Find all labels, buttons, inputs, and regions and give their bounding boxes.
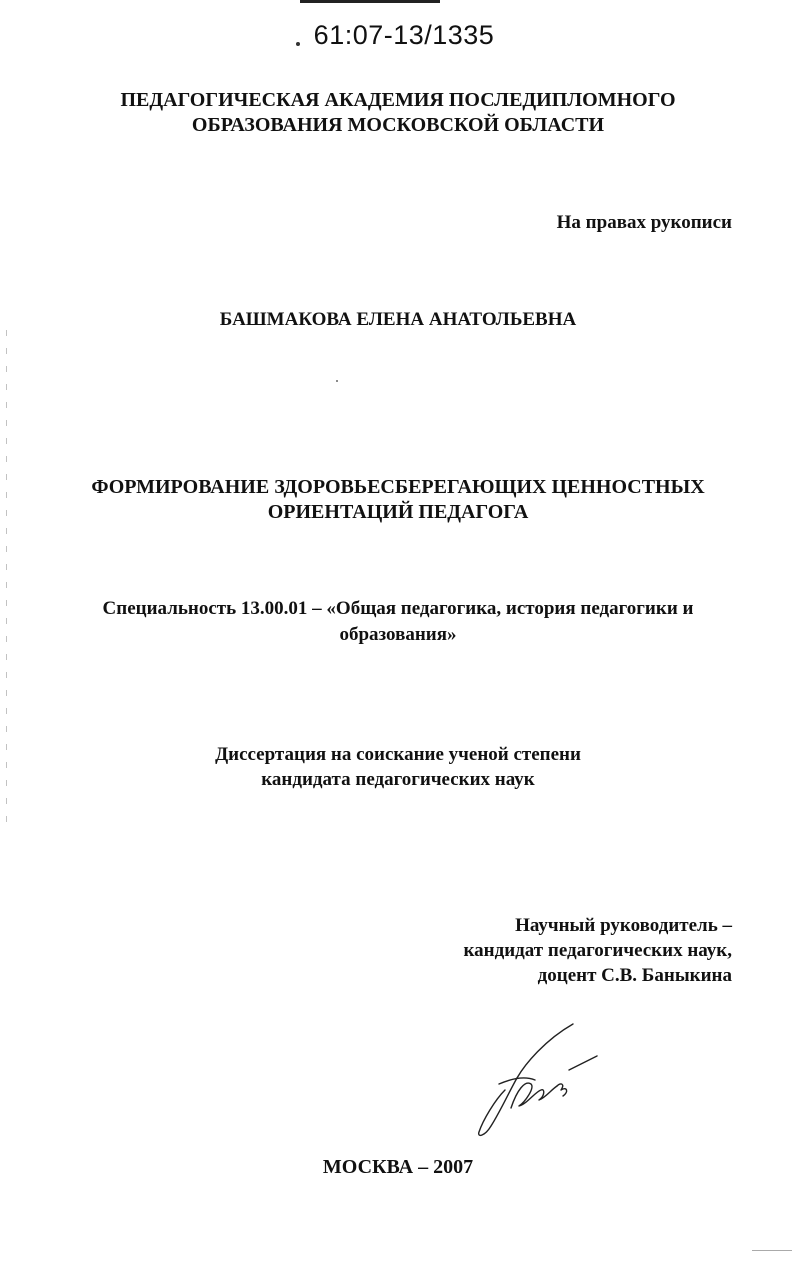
supervisor-info (464, 913, 732, 988)
specialty-line-1: Специальность 13.00.01 – «Общая педагогика, история педагогики и (102, 598, 694, 619)
scan-artifact-right (752, 1250, 792, 1251)
title-line-1: ФОРМИРОВАНИЕ ЗДОРОВЬЕСБЕРЕГАЮЩИХ ЦЕННОСТНЫХ (91, 476, 705, 498)
supervisor-line-3: доцент С.В. Баныкина (537, 965, 732, 986)
degree-line-1: Диссертация на соискание ученой степени (215, 744, 581, 765)
institution-line-1: ПЕДАГОГИЧЕСКАЯ АКАДЕМИЯ ПОСЛЕДИПЛОМНОГО (120, 89, 676, 111)
specialty-line-2: образования» (339, 624, 457, 645)
institution-name (0, 88, 796, 138)
city-and-year: МОСКВА – 2007 (322, 1156, 474, 1178)
library-code-stamp: 61:07-13/1335 (313, 20, 495, 50)
scan-artifact-top (300, 0, 440, 3)
supervisor-line-2: кандидат педагогических наук, (463, 940, 732, 961)
author-name: БАШМАКОВА ЕЛЕНА АНАТОЛЬЕВНА (219, 309, 577, 330)
institution-line-2: ОБРАЗОВАНИЯ МОСКОВСКОЙ ОБЛАСТИ (191, 114, 605, 136)
degree-statement (0, 742, 796, 792)
scan-speck (336, 380, 338, 382)
handwritten-signature-icon (465, 1020, 615, 1140)
supervisor-line-1: Научный руководитель – (515, 915, 732, 936)
specialty (0, 596, 796, 648)
degree-line-2: кандидата педагогических наук (261, 769, 535, 790)
title-line-2: ОРИЕНТАЦИЙ ПЕДАГОГА (267, 501, 529, 523)
manuscript-note: На правах рукописи (556, 212, 732, 233)
dissertation-title (0, 475, 796, 525)
